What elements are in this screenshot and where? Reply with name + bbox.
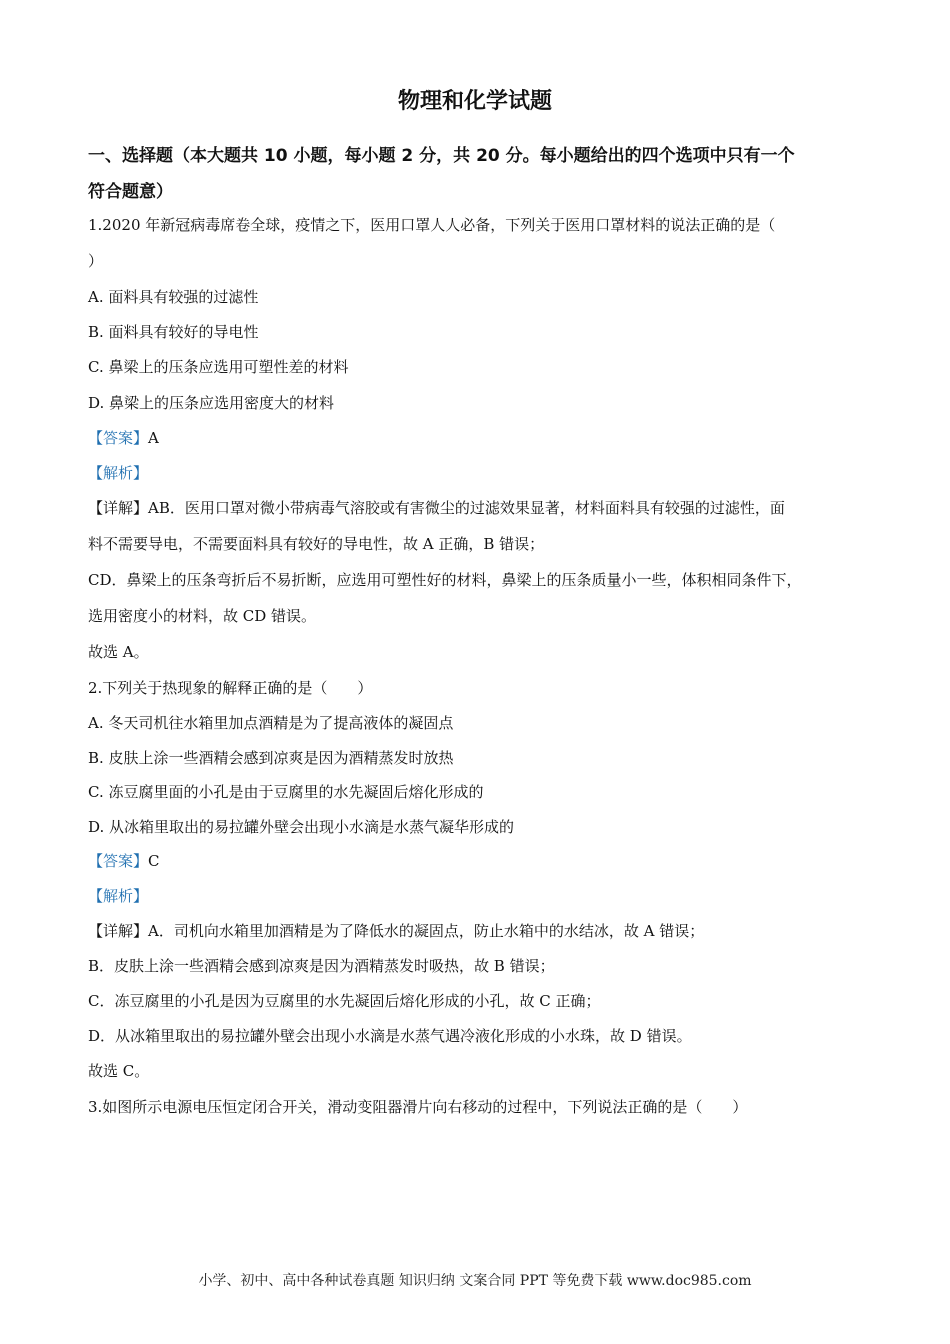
q1-option-c: C. 鼻梁上的压条应选用可塑性差的材料 bbox=[88, 358, 349, 376]
q2-conclusion: 故选 C。 bbox=[88, 1062, 150, 1080]
q2-option-d: D. 从冰箱里取出的易拉罐外壁会出现小水滴是水蒸气凝华形成的 bbox=[88, 818, 515, 836]
q1-analysis-tag: 【解析】 bbox=[88, 464, 149, 482]
q1-stem: 1.2020 年新冠病毒席卷全球，疫情之下，医用口罩人人必备，下列关于医用口罩材料的说法正确的是（ bbox=[88, 216, 776, 234]
answer-tag: 【答案】 bbox=[88, 429, 149, 447]
q1-option-b: B. 面料具有较好的导电性 bbox=[88, 323, 259, 341]
section-heading-line2: 符合题意） bbox=[88, 182, 173, 202]
q1-detail-line2: 料不需要导电，不需要面料具有较好的导电性，故 A 正确，B 错误； bbox=[88, 535, 545, 553]
q2-stem: 2.下列关于热现象的解释正确的是（ ） bbox=[88, 679, 373, 697]
q2-detail-line3: C．冻豆腐里的小孔是因为豆腐里的水先凝固后熔化形成的小孔，故 C 正确； bbox=[88, 992, 601, 1010]
q1-conclusion: 故选 A。 bbox=[88, 643, 149, 661]
q2-option-b: B. 皮肤上涂一些酒精会感到凉爽是因为酒精蒸发时放热 bbox=[88, 749, 454, 767]
answer-value: C bbox=[148, 852, 160, 870]
q1-option-a: A. 面料具有较强的过滤性 bbox=[88, 288, 259, 306]
q2-answer bbox=[88, 850, 160, 871]
page-footer: 小学、初中、高中各种试卷真题 知识归纳 文案合同 PPT 等免费下载 www.doc985.com bbox=[198, 1273, 752, 1289]
q3-stem: 3.如图所示电源电压恒定闭合开关，滑动变阻器滑片向右移动的过程中，下列说法正确的是（ ） bbox=[88, 1098, 748, 1116]
q2-option-c: C. 冻豆腐里面的小孔是由于豆腐里的水先凝固后熔化形成的 bbox=[88, 783, 484, 801]
q2-analysis-tag: 【解析】 bbox=[88, 887, 149, 905]
page-title: 物理和化学试题 bbox=[397, 89, 552, 114]
q1-stem-continued: ） bbox=[88, 252, 104, 270]
q1-detail-line4: 选用密度小的材料，故 CD 错误。 bbox=[88, 607, 317, 625]
q2-option-a: A. 冬天司机往水箱里加点酒精是为了提高液体的凝固点 bbox=[88, 714, 454, 732]
answer-value: A bbox=[148, 429, 159, 447]
detail-text: AB．医用口罩对微小带病毒气溶胶或有害微尘的过滤效果显著，材料面料具有较强的过滤性，面 bbox=[148, 499, 785, 517]
detail-text: A．司机向水箱里加酒精是为了降低水的凝固点，防止水箱中的水结冰，故 A 错误； bbox=[148, 922, 705, 940]
detail-tag: 【详解】 bbox=[88, 499, 149, 517]
q2-detail-line4: D．从冰箱里取出的易拉罐外壁会出现小水滴是水蒸气遇冷液化形成的小水珠，故 D 错误。 bbox=[88, 1027, 692, 1045]
detail-tag: 【详解】 bbox=[88, 922, 149, 940]
q2-detail-line2: B．皮肤上涂一些酒精会感到凉爽是因为酒精蒸发时吸热，故 B 错误； bbox=[88, 957, 555, 975]
q1-answer bbox=[88, 427, 159, 448]
q2-detail-line1 bbox=[88, 920, 704, 941]
q1-detail-line1 bbox=[88, 497, 785, 518]
answer-tag: 【答案】 bbox=[88, 852, 149, 870]
q1-option-d: D. 鼻梁上的压条应选用密度大的材料 bbox=[88, 394, 335, 412]
section-heading-line1: 一、选择题（本大题共 10 小题，每小题 2 分，共 20 分。每小题给出的四个选项中只有一个 bbox=[88, 146, 795, 166]
q1-detail-line3: CD．鼻梁上的压条弯折后不易折断，应选用可塑性好的材料，鼻梁上的压条质量小一些，体积相同条件下， bbox=[88, 571, 802, 589]
